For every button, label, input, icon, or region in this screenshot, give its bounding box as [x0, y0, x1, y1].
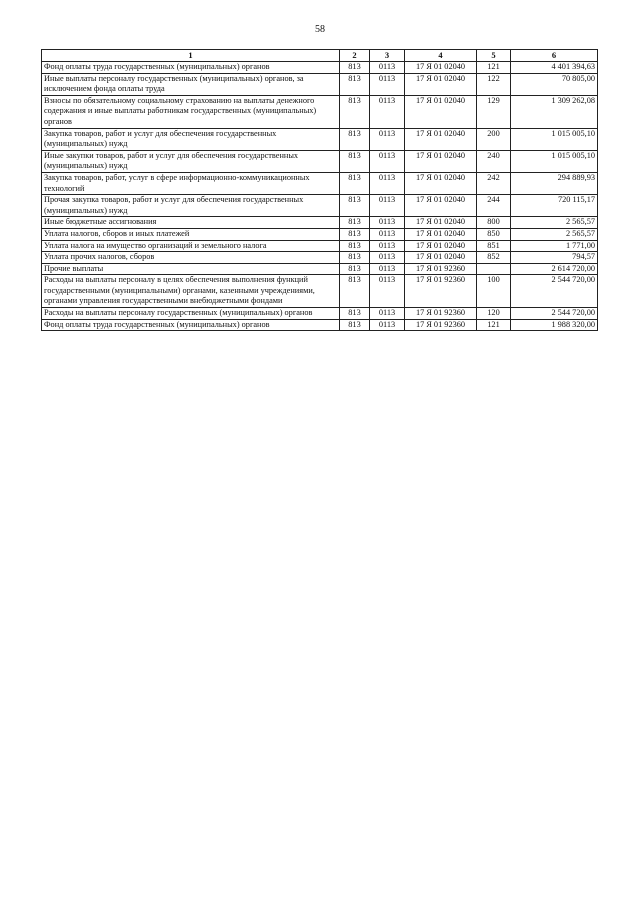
- table-row: [42, 319, 598, 331]
- table-body: [42, 62, 598, 331]
- table-row: [42, 62, 598, 74]
- row-razdel-cell: 0113: [370, 252, 405, 264]
- row-csr-cell: 17 Я 01 02040: [405, 252, 477, 264]
- row-razdel-cell: 0113: [370, 228, 405, 240]
- row-csr-cell: 17 Я 01 02040: [405, 195, 477, 217]
- row-csr-cell: 17 Я 01 02040: [405, 217, 477, 229]
- row-ved-cell: 813: [340, 172, 370, 194]
- row-razdel-cell: 0113: [370, 73, 405, 95]
- row-ved-cell: 813: [340, 217, 370, 229]
- row-csr-cell: 17 Я 01 02040: [405, 240, 477, 252]
- row-sum-cell: 1 015 005,10: [511, 128, 598, 150]
- row-name-cell: Закупка товаров, работ, услуг в сфере информационно-коммуникационных технологий: [42, 172, 340, 194]
- row-ved-cell: 813: [340, 195, 370, 217]
- row-sum-cell: 2 565,57: [511, 228, 598, 240]
- row-vr-cell: 244: [477, 195, 511, 217]
- row-name-cell: Расходы на выплаты персоналу государственных (муниципальных) органов: [42, 308, 340, 320]
- row-sum-cell: 1 015 005,10: [511, 150, 598, 172]
- row-sum-cell: 2 565,57: [511, 217, 598, 229]
- row-ved-cell: 813: [340, 128, 370, 150]
- row-csr-cell: 17 Я 01 02040: [405, 73, 477, 95]
- row-ved-cell: 813: [340, 228, 370, 240]
- budget-table: [41, 49, 598, 331]
- row-razdel-cell: 0113: [370, 150, 405, 172]
- row-name-cell: Уплата налога на имущество организаций и земельного налога: [42, 240, 340, 252]
- row-ved-cell: 813: [340, 319, 370, 331]
- row-ved-cell: 813: [340, 275, 370, 308]
- row-vr-cell: 122: [477, 73, 511, 95]
- row-name-cell: Фонд оплаты труда государственных (муниципальных) органов: [42, 62, 340, 74]
- row-name-cell: Прочие выплаты: [42, 263, 340, 275]
- row-name-cell: Уплата прочих налогов, сборов: [42, 252, 340, 264]
- table-header: [42, 50, 598, 62]
- row-sum-cell: 720 115,17: [511, 195, 598, 217]
- row-razdel-cell: 0113: [370, 62, 405, 74]
- row-ved-cell: 813: [340, 263, 370, 275]
- row-vr-cell: [477, 263, 511, 275]
- row-vr-cell: 129: [477, 95, 511, 128]
- row-ved-cell: 813: [340, 150, 370, 172]
- row-sum-cell: 1 309 262,08: [511, 95, 598, 128]
- row-name-cell: Иные закупки товаров, работ и услуг для обеспечения государственных (муниципальных) нужд: [42, 150, 340, 172]
- page-number: 58: [315, 24, 325, 35]
- row-razdel-cell: 0113: [370, 128, 405, 150]
- column-header-sum: 6: [511, 50, 598, 62]
- row-vr-cell: 121: [477, 62, 511, 74]
- column-header-ved: 2: [340, 50, 370, 62]
- row-razdel-cell: 0113: [370, 172, 405, 194]
- row-razdel-cell: 0113: [370, 217, 405, 229]
- table-row: [42, 228, 598, 240]
- row-csr-cell: 17 Я 01 02040: [405, 150, 477, 172]
- table-row: [42, 128, 598, 150]
- row-razdel-cell: 0113: [370, 195, 405, 217]
- table-row: [42, 150, 598, 172]
- row-razdel-cell: 0113: [370, 308, 405, 320]
- row-sum-cell: 4 401 394,63: [511, 62, 598, 74]
- row-sum-cell: 794,57: [511, 252, 598, 264]
- table-row: [42, 73, 598, 95]
- row-vr-cell: 852: [477, 252, 511, 264]
- row-csr-cell: 17 Я 01 02040: [405, 128, 477, 150]
- row-razdel-cell: 0113: [370, 319, 405, 331]
- row-vr-cell: 200: [477, 128, 511, 150]
- row-name-cell: Прочая закупка товаров, работ и услуг для обеспечения государственных (муниципальных) нужд: [42, 195, 340, 217]
- row-csr-cell: 17 Я 01 02040: [405, 95, 477, 128]
- table-row: [42, 252, 598, 264]
- column-header-vr: 5: [477, 50, 511, 62]
- row-vr-cell: 100: [477, 275, 511, 308]
- row-sum-cell: 1 988 320,00: [511, 319, 598, 331]
- header-row: [42, 50, 598, 62]
- column-header-name: 1: [42, 50, 340, 62]
- row-csr-cell: 17 Я 01 02040: [405, 228, 477, 240]
- row-razdel-cell: 0113: [370, 275, 405, 308]
- row-csr-cell: 17 Я 01 02040: [405, 172, 477, 194]
- row-name-cell: Закупка товаров, работ и услуг для обеспечения государственных (муниципальных) нужд: [42, 128, 340, 150]
- row-csr-cell: 17 Я 01 92360: [405, 308, 477, 320]
- row-ved-cell: 813: [340, 95, 370, 128]
- table-row: [42, 240, 598, 252]
- row-sum-cell: 2 544 720,00: [511, 308, 598, 320]
- row-sum-cell: 70 805,00: [511, 73, 598, 95]
- row-name-cell: Расходы на выплаты персоналу в целях обеспечения выполнения функций государственными (муниципальными) органами, казенными учреждениями, органами управления государственными внебюджетными фондами: [42, 275, 340, 308]
- row-razdel-cell: 0113: [370, 263, 405, 275]
- row-ved-cell: 813: [340, 252, 370, 264]
- row-vr-cell: 120: [477, 308, 511, 320]
- row-sum-cell: 1 771,00: [511, 240, 598, 252]
- column-header-csr: 4: [405, 50, 477, 62]
- row-csr-cell: 17 Я 01 02040: [405, 62, 477, 74]
- row-vr-cell: 121: [477, 319, 511, 331]
- row-csr-cell: 17 Я 01 92360: [405, 319, 477, 331]
- row-ved-cell: 813: [340, 73, 370, 95]
- row-name-cell: Уплата налогов, сборов и иных платежей: [42, 228, 340, 240]
- row-vr-cell: 240: [477, 150, 511, 172]
- row-name-cell: Фонд оплаты труда государственных (муниципальных) органов: [42, 319, 340, 331]
- column-header-razdel: 3: [370, 50, 405, 62]
- row-csr-cell: 17 Я 01 92360: [405, 275, 477, 308]
- row-sum-cell: 294 889,93: [511, 172, 598, 194]
- row-ved-cell: 813: [340, 62, 370, 74]
- row-name-cell: Иные бюджетные ассигнования: [42, 217, 340, 229]
- row-sum-cell: 2 614 720,00: [511, 263, 598, 275]
- row-vr-cell: 850: [477, 228, 511, 240]
- table-row: [42, 172, 598, 194]
- row-name-cell: Взносы по обязательному социальному страхованию на выплаты денежного содержания и иные выплаты работникам государственных (муниципальных) органов: [42, 95, 340, 128]
- row-ved-cell: 813: [340, 308, 370, 320]
- row-ved-cell: 813: [340, 240, 370, 252]
- row-vr-cell: 242: [477, 172, 511, 194]
- row-sum-cell: 2 544 720,00: [511, 275, 598, 308]
- table-row: [42, 263, 598, 275]
- row-vr-cell: 851: [477, 240, 511, 252]
- table-row: [42, 308, 598, 320]
- table-row: [42, 275, 598, 308]
- table-row: [42, 217, 598, 229]
- table-row: [42, 95, 598, 128]
- row-csr-cell: 17 Я 01 92360: [405, 263, 477, 275]
- row-razdel-cell: 0113: [370, 240, 405, 252]
- row-razdel-cell: 0113: [370, 95, 405, 128]
- table-row: [42, 195, 598, 217]
- row-name-cell: Иные выплаты персоналу государственных (муниципальных) органов, за исключением фонда оплаты труда: [42, 73, 340, 95]
- row-vr-cell: 800: [477, 217, 511, 229]
